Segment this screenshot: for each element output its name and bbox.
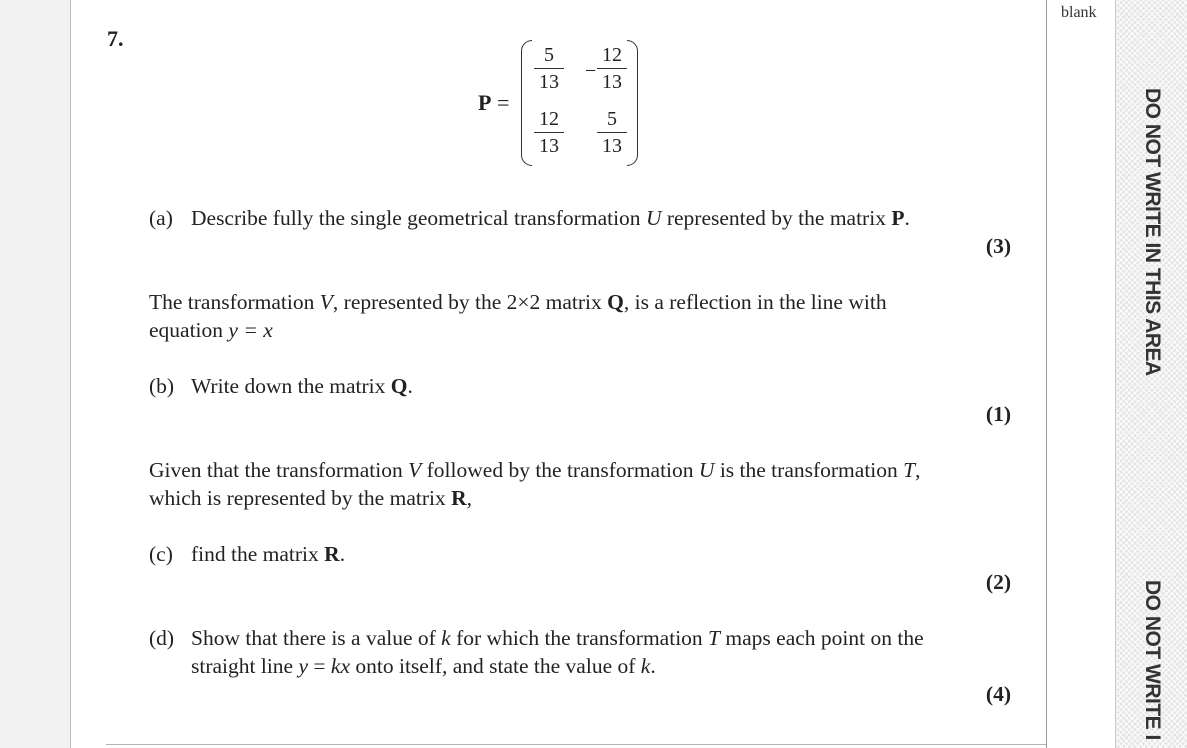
part-a-text: (a) Describe fully the single geometrical transformation U represented by the matrix P. (149, 206, 910, 230)
part-a-marks: (3) (985, 234, 1011, 258)
part-c-marks: (2) (985, 570, 1011, 594)
matrix-entry: $\frac{12}{13}$ (534, 108, 564, 157)
intro-v-line-1: The transformation V, represented by the 2×2 matrix Q, is a reflection in the line with (149, 290, 887, 314)
matrix-entry: $\frac{5}{13}$ (534, 44, 564, 93)
part-b-marks: (1) (985, 402, 1011, 426)
matrix-entry: $\frac{12}{13}$ (597, 44, 627, 93)
part-d-line-2: straight line y = kx onto itself, and state the value of k. (191, 654, 656, 678)
intro-v-line-2: equation y = x (149, 318, 273, 342)
left-bracket (521, 40, 532, 166)
intro-t-line-1: Given that the transformation V followed by the transformation U is the transformation T, (149, 458, 921, 482)
part-d-marks: (4) (985, 682, 1011, 706)
part-c-text: (c) find the matrix R. (149, 542, 346, 566)
right-bracket (627, 40, 638, 166)
minus-sign: − (585, 60, 597, 82)
part-d-line-1: (d) Show that there is a value of k for which the transformation T maps each point on the (149, 626, 924, 650)
part-b-text: (b) Write down the matrix Q. (149, 374, 413, 398)
blank-label: blank (1061, 4, 1097, 21)
do-not-write-warning: DO NOT WRITE IN THIS AREA (1141, 88, 1164, 376)
intro-t-line-2: which is represented by the matrix R, (149, 486, 473, 510)
question-number: 7. (107, 26, 124, 51)
matrix-entry: $\frac{5}{13}$ (597, 108, 627, 157)
bottom-rule (106, 744, 1046, 745)
matrix-p (478, 40, 648, 170)
do-not-write-warning-2: DO NOT WRITE I (1141, 580, 1164, 740)
matrix-label: P = (478, 90, 510, 115)
margin-divider (1046, 0, 1047, 748)
